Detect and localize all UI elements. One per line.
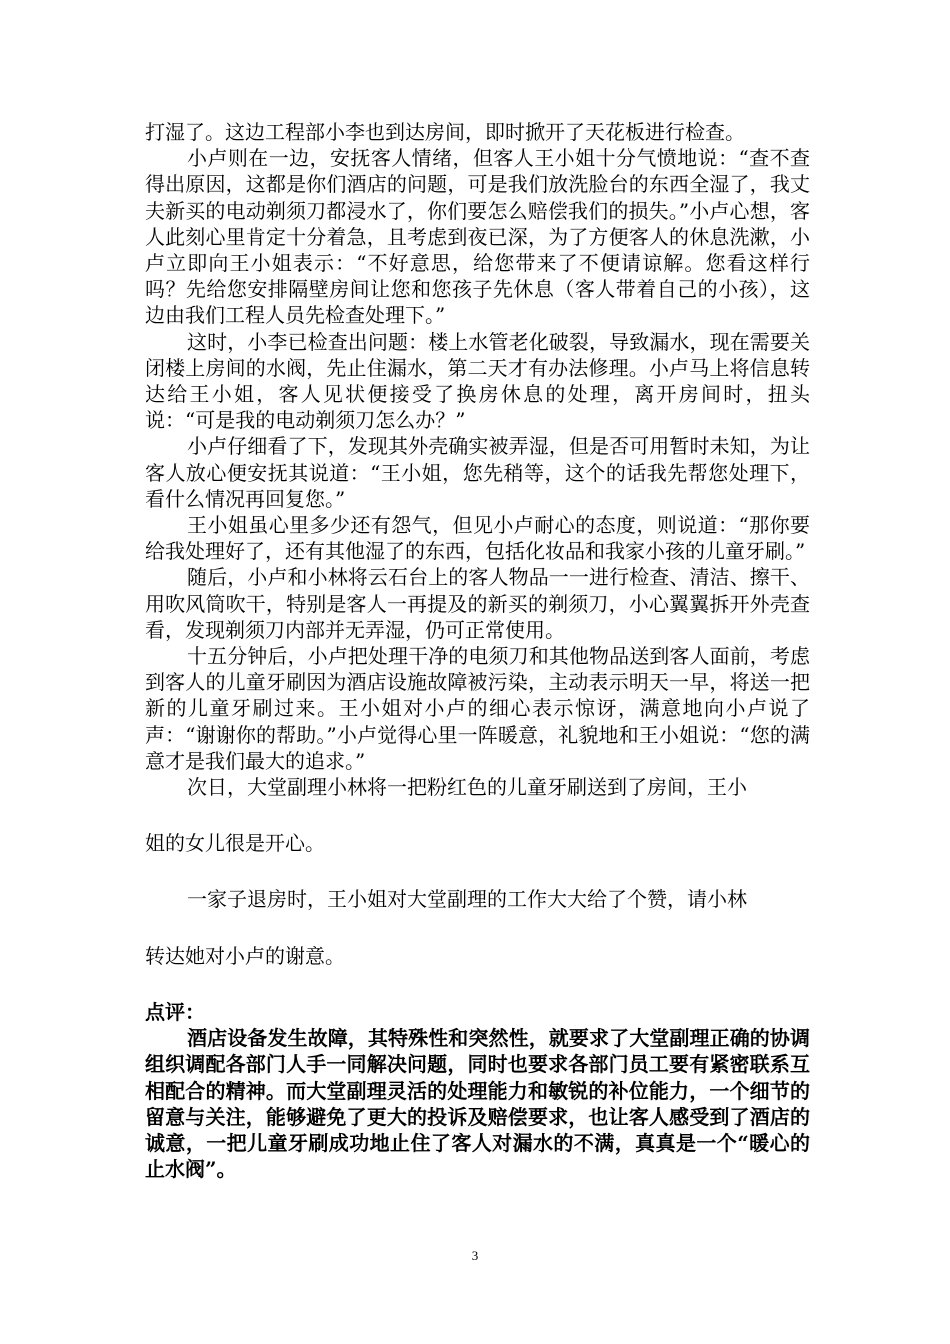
paragraph: 小卢仔细看了下，发现其外壳确实被弄湿，但是否可用暂时未知，为让客人放心便安抚其说道：“王小姐，您先稍等，这个的话我先帮您处理下，看什么情况再回复您。” xyxy=(145,434,810,511)
paragraph: 王小姐虽心里多少还有怨气，但见小卢耐心的态度，则说道：“那你要给我处理好了，还有其他湿了的东西，包括化妆品和我家小孩的儿童牙刷。” xyxy=(145,513,810,564)
body-text xyxy=(145,119,810,1182)
paragraph: 这时，小李已检查出问题：楼上水管老化破裂，导致漏水，现在需要关闭楼上房间的水阀，先止住漏水，第二天才有办法修理。小卢马上将信息转达给王小姐，客人见状便接受了换房休息的处理，离开房间时，扭头说：“可是我的电动剃须刀怎么办？” xyxy=(145,329,810,433)
page-number: 3 xyxy=(471,1248,479,1263)
paragraph: 小卢则在一边，安抚客人情绪，但客人王小姐十分气愤地说：“查不查得出原因，这都是你们酒店的问题，可是我们放洗脸台的东西全湿了，我丈夫新买的电动剃须刀都浸水了，你们要怎么赔偿我们的损失。”小卢心想，客人此刻心里肯定十分着急，且考虑到夜已深，为了方便客人的休息洗漱，小卢立即向王小姐表示：“不好意思，给您带来了不便请谅解。您看这样行吗？先给您安排隔壁房间让您和您孩子先休息（客人带着自己的小孩），这边由我们工程人员先检查处理下。” xyxy=(145,146,810,328)
paragraph-continued: 打湿了。这边工程部小李也到达房间，即时掀开了天花板进行检查。 xyxy=(145,120,745,144)
paragraph-loose: 转达她对小卢的谢意。 xyxy=(145,943,345,968)
paragraph-loose: 次日，大堂副理小林将一把粉红色的儿童牙刷送到了房间，王小 xyxy=(187,775,747,800)
paragraph-loose: 一家子退房时，王小姐对大堂副理的工作大大给了个赞，请小林 xyxy=(187,887,747,912)
paragraph-loose: 姐的女儿很是开心。 xyxy=(145,831,325,856)
comment-heading: 点评： xyxy=(145,999,205,1024)
paragraph: 随后，小卢和小林将云石台上的客人物品一一进行检查、清洁、擦干、用吹风筒吹干，特别是客人一再提及的新买的剃须刀，小心翼翼拆开外壳查看，发现剃须刀内部并无弄湿，仍可正常使用。 xyxy=(145,565,810,642)
paragraph: 十五分钟后，小卢把处理干净的电须刀和其他物品送到客人面前，考虑到客人的儿童牙刷因为酒店设施故障被污染，主动表示明天一早，将送一把新的儿童牙刷过来。王小姐对小卢的细心表示惊讶，满意地向小卢说了声：“谢谢你的帮助。”小卢觉得心里一阵暖意，礼貌地和王小姐说：“您的满意才是我们最大的追求。” xyxy=(145,644,810,773)
comment-body: 酒店设备发生故障，其特殊性和突然性，就要求了大堂副理正确的协调组织调配各部门人手一同解决问题，同时也要求各部门员工要有紧密联系互相配合的精神。而大堂副理灵活的处理能力和敏锐的补位能力，一个细节的留意与关注，能够避免了更大的投诉及赔偿要求，也让客人感受到了酒店的诚意，一把儿童牙刷成功地止住了客人对漏水的不满，真真是一个“暖心的止水阀”。 xyxy=(145,1026,810,1182)
